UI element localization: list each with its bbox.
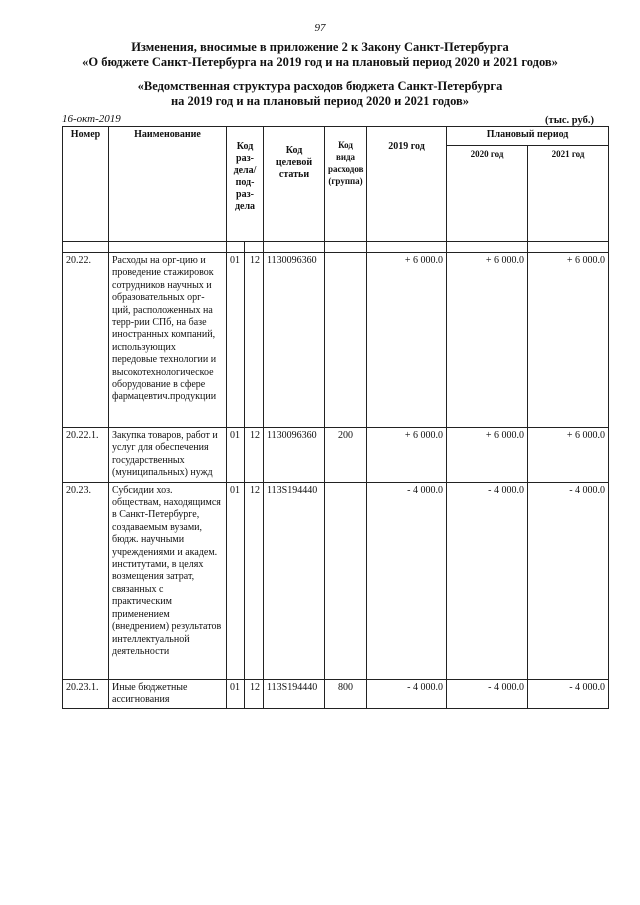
cell-expense-type <box>325 482 367 679</box>
cell-podrazdel: 12 <box>245 482 264 679</box>
document-subtitle-line: «Ведомственная структура расходов бюджета Санкт-Петербурга <box>137 79 503 93</box>
cell-name: Иные бюджетные ассигнования <box>109 679 227 709</box>
cell-razdel: 01 <box>227 482 245 679</box>
cell-number: 20.22. <box>63 253 109 428</box>
table-row <box>63 253 609 428</box>
budget-table <box>62 126 609 709</box>
cell-number: 20.23.1. <box>63 679 109 709</box>
cell-razdel: 01 <box>227 679 245 709</box>
document-title-line: «О бюджете Санкт-Петербурга на 2019 год и на плановый период 2020 и 2021 годов» <box>82 55 558 69</box>
cell-razdel: 01 <box>227 428 245 483</box>
cell-2021: - 4 000.0 <box>528 679 609 709</box>
cell-number: 20.23. <box>63 482 109 679</box>
cell-2021: + 6 000.0 <box>528 253 609 428</box>
header-2019: 2019 год <box>367 127 447 242</box>
document-subtitle <box>0 79 640 109</box>
cell-expense-type <box>325 253 367 428</box>
cell-2020: - 4 000.0 <box>447 482 528 679</box>
cell-name: Расходы на орг-цию и проведение стажировок сотрудников научных и образовательных орг-ций, расположенных на терр-рии СПб, на базе иностранных компаний, использующих передовые технологии и высокотехнологическое оборудование в сфере фармацевтич.продукции <box>109 253 227 428</box>
header-2021: 2021 год <box>528 146 609 242</box>
header-expense-type: Код вида расходов (группа) <box>325 127 367 242</box>
cell-2020: - 4 000.0 <box>447 679 528 709</box>
cell-podrazdel: 12 <box>245 428 264 483</box>
units-label: (тыс. руб.) <box>545 115 594 126</box>
cell-target: 113S194440 <box>264 482 325 679</box>
table-row <box>63 482 609 679</box>
header-planned-period: Плановый период <box>447 127 609 146</box>
cell-podrazdel: 12 <box>245 679 264 709</box>
table-header-row <box>63 127 609 146</box>
cell-name: Субсидии хоз. обществам, находящимся в Санкт-Петербурге, создаваемым вузами, бюдж. научными учреждениями и академ. институтами, в целях возмещения затрат, связанных с практическим применением (внедрением) результатов интеллектуальной деятельности <box>109 482 227 679</box>
cell-expense-type: 800 <box>325 679 367 709</box>
page-number: 97 <box>314 22 326 34</box>
cell-razdel: 01 <box>227 253 245 428</box>
document-subtitle-line: на 2019 год и на плановый период 2020 и 2021 годов» <box>170 94 470 108</box>
header-target: Код целевой статьи <box>264 127 325 242</box>
cell-2021: - 4 000.0 <box>528 482 609 679</box>
document-title-line: Изменения, вносимые в приложение 2 к Закону Санкт-Петербурга <box>131 40 509 54</box>
document-title <box>0 40 640 70</box>
cell-2019: - 4 000.0 <box>367 679 447 709</box>
cell-target: 1130096360 <box>264 428 325 483</box>
cell-podrazdel: 12 <box>245 253 264 428</box>
header-number: Номер <box>63 127 109 242</box>
cell-2019: - 4 000.0 <box>367 482 447 679</box>
date-stamp: 16-окт-2019 <box>62 113 121 125</box>
cell-target: 1130096360 <box>264 253 325 428</box>
cell-2020: + 6 000.0 <box>447 253 528 428</box>
cell-2019: + 6 000.0 <box>367 428 447 483</box>
cell-expense-type: 200 <box>325 428 367 483</box>
spacer-row <box>63 242 609 253</box>
cell-2019: + 6 000.0 <box>367 253 447 428</box>
cell-2021: + 6 000.0 <box>528 428 609 483</box>
table-row <box>63 679 609 709</box>
cell-name: Закупка товаров, работ и услуг для обеспечения государственных (муниципальных) нужд <box>109 428 227 483</box>
table-row <box>63 428 609 483</box>
header-2020: 2020 год <box>447 146 528 242</box>
cell-target: 113S194440 <box>264 679 325 709</box>
header-section: Код раз-дела/ под-раз-дела <box>227 127 264 242</box>
cell-2020: + 6 000.0 <box>447 428 528 483</box>
header-name: Наименование <box>109 127 227 242</box>
cell-number: 20.22.1. <box>63 428 109 483</box>
